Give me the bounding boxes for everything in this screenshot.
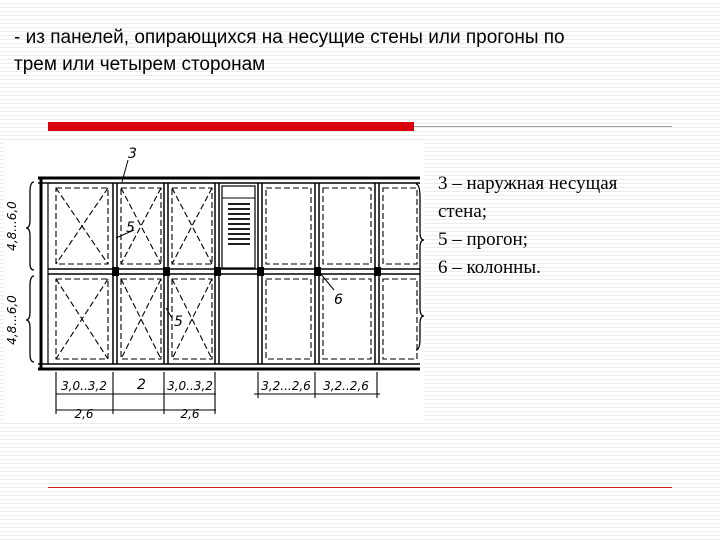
legend-item: 6 – колонны. bbox=[438, 257, 541, 278]
slide-heading bbox=[14, 24, 704, 78]
callout-5-lower-label: 5 bbox=[174, 314, 183, 330]
heading-line-2: трем или четырем сторонам bbox=[14, 54, 266, 75]
callout-6-label: 6 bbox=[334, 292, 343, 308]
legend-item: стена; bbox=[438, 201, 488, 222]
left-dimension-top: 4,8...6,0 bbox=[5, 201, 19, 251]
dimension-2-low: 2,6 bbox=[180, 407, 200, 420]
dimension-1-low: 2,6 bbox=[74, 407, 94, 420]
floor-plan-drawing bbox=[4, 140, 424, 420]
heading-line-1: - из панелей, опирающихся на несущие стены или прогоны по bbox=[14, 27, 565, 48]
dimension-2: 3,0..3,2 bbox=[167, 379, 213, 393]
bottom-rule bbox=[48, 487, 672, 488]
drawing-background bbox=[4, 140, 424, 420]
legend-item: 3 – наружная несущая bbox=[438, 173, 618, 194]
callout-5-upper-label: 5 bbox=[126, 220, 135, 236]
accent-thin-rule bbox=[414, 126, 672, 127]
dimension-3: 3,2...2,6 bbox=[261, 379, 311, 393]
legend-list bbox=[438, 170, 617, 282]
callout-2-label: 2 bbox=[137, 377, 146, 393]
legend-item: 5 – прогон; bbox=[438, 229, 528, 250]
left-dimension-bottom: 4,8...6,0 bbox=[5, 295, 19, 345]
dimension-4: 3,2..2,6 bbox=[323, 379, 369, 393]
dimension-1: 3,0..3,2 bbox=[61, 379, 107, 393]
accent-rule bbox=[48, 122, 414, 131]
callout-3-label: 3 bbox=[128, 146, 137, 162]
